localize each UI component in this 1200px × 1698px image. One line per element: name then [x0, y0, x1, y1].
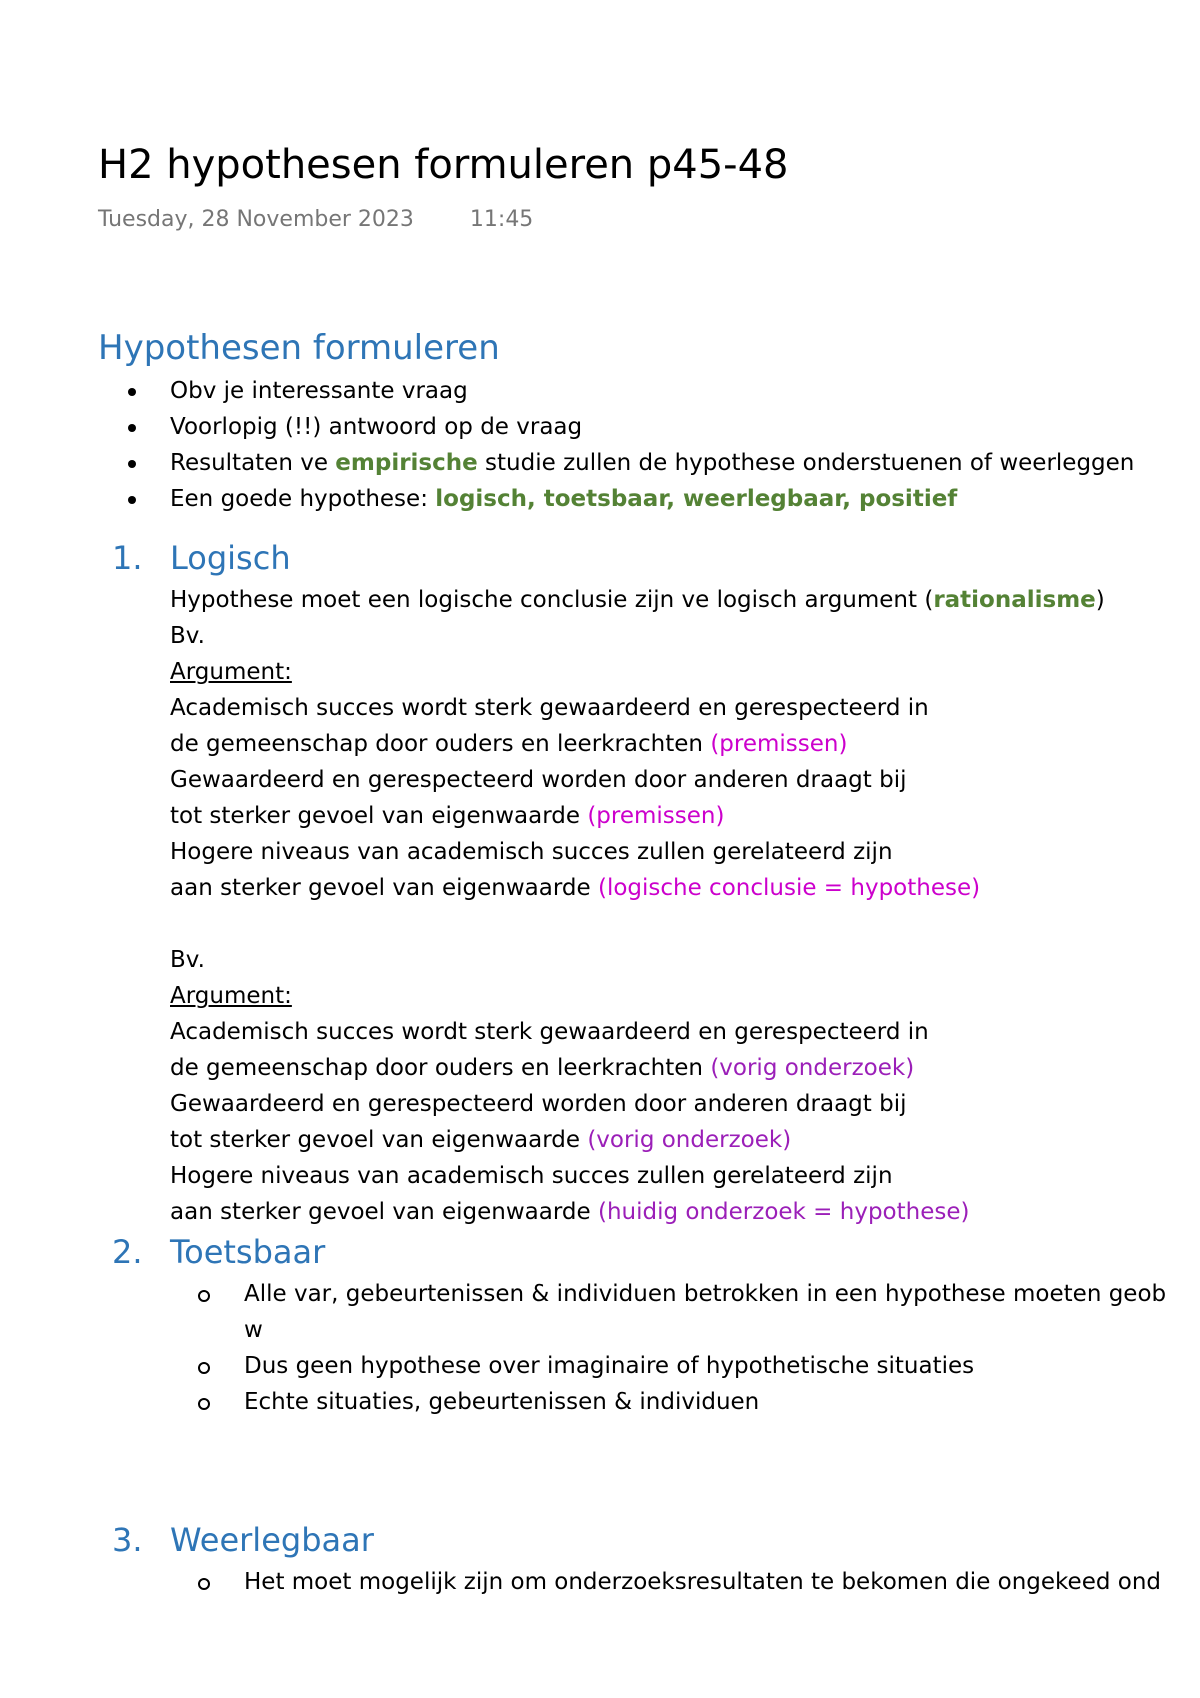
text-run: Voorlopig (!!) antwoord op de vraag [170, 414, 583, 440]
text-line [170, 1014, 1200, 1050]
section-title: Logisch [170, 539, 291, 577]
sub-list-item [0, 1276, 1200, 1312]
text-line [170, 762, 1200, 798]
bullet-icon [128, 424, 136, 432]
text-line [170, 1050, 1200, 1086]
section-title: Toetsbaar [170, 1233, 326, 1271]
section-weerlegbaar-list [0, 1564, 1200, 1600]
sub-list-item [0, 1564, 1200, 1600]
section-weerlegbaar-heading [0, 1518, 1200, 1562]
text-line [170, 906, 1200, 942]
sub-list-text: w [244, 1317, 263, 1343]
text-line [170, 870, 1200, 906]
circle-bullet-icon [198, 1362, 210, 1374]
text-line [170, 942, 1200, 978]
page-date: Tuesday, 28 November 2023 [98, 207, 414, 232]
text-run: Academisch succes wordt sterk gewaardeerd en gerespecteerd in [170, 695, 929, 721]
text-run: Bv. [170, 947, 205, 973]
text-line [170, 726, 1200, 762]
highlighted-text: (vorig onderzoek) [710, 1055, 915, 1081]
bullet-text [170, 445, 1134, 481]
bullet-icon [128, 460, 136, 468]
intro-bullet-list [0, 373, 1200, 517]
section-number: 1. [112, 539, 143, 577]
text-run: Obv je interessante vraag [170, 378, 468, 404]
sub-list-text: Het moet mogelijk zijn om onderzoeksresultaten te bekomen die ongekeed ond [244, 1569, 1162, 1595]
section-logisch-body [170, 582, 1200, 1230]
text-line [170, 1122, 1200, 1158]
text-line [170, 618, 1200, 654]
text-line [170, 1086, 1200, 1122]
section-number: 2. [112, 1233, 143, 1271]
highlighted-text: (premissen) [710, 731, 848, 757]
section-heading-hypothesen: Hypothesen formuleren [98, 328, 500, 368]
section-logisch-heading [0, 536, 1200, 580]
section-toetsbaar-heading [0, 1230, 1200, 1274]
bullet-text [170, 409, 582, 445]
text-run: Academisch succes wordt sterk gewaardeerd en gerespecteerd in [170, 1019, 929, 1045]
sub-list-item [0, 1312, 1200, 1348]
text-run: de gemeenschap door ouders en leerkrachten [170, 1055, 711, 1081]
text-run: de gemeenschap door ouders en leerkrachten [170, 731, 711, 757]
highlighted-text: (logische conclusie = hypothese) [597, 875, 981, 901]
section-title: Weerlegbaar [170, 1521, 374, 1559]
text-line [170, 1194, 1200, 1230]
bullet-item [0, 445, 1200, 481]
text-line [170, 654, 1200, 690]
page-time: 11:45 [469, 207, 534, 232]
sub-list-text: Alle var, gebeurtenissen & individuen betrokken in een hypothese moeten geob [244, 1281, 1167, 1307]
text-run: Gewaardeerd en gerespecteerd worden door anderen draagt bij [170, 767, 907, 793]
page-timestamp [98, 206, 533, 234]
text-run: tot sterker gevoel van eigenwaarde [170, 1127, 588, 1153]
circle-bullet-icon [198, 1578, 210, 1590]
bullet-item [0, 373, 1200, 409]
bullet-icon [128, 388, 136, 396]
text-line [170, 690, 1200, 726]
text-run: studie zullen de hypothese onderstuenen of weerleggen [477, 450, 1135, 476]
text-run: Een goede hypothese: [170, 486, 436, 512]
text-line [170, 582, 1200, 618]
bullet-icon [128, 496, 136, 504]
text-line [170, 834, 1200, 870]
bullet-text [170, 481, 957, 517]
page-title: H2 hypothesen formuleren p45-48 [98, 142, 789, 188]
text-line [170, 798, 1200, 834]
sub-list-text: Dus geen hypothese over imaginaire of hypothetische situaties [244, 1353, 975, 1379]
circle-bullet-icon [198, 1290, 210, 1302]
text-run: Bv. [170, 623, 205, 649]
text-run: Hogere niveaus van academisch succes zullen gerelateerd zijn [170, 839, 893, 865]
bullet-text [170, 373, 468, 409]
section-toetsbaar-list [0, 1276, 1200, 1420]
sub-list-item [0, 1348, 1200, 1384]
circle-bullet-icon [198, 1398, 210, 1410]
highlighted-text: rationalisme [933, 587, 1096, 613]
text-run: Hypothese moet een logische conclusie zijn ve logisch argument ( [170, 587, 934, 613]
highlighted-text: (premissen) [587, 803, 725, 829]
highlighted-text: logisch, toetsbaar, weerlegbaar, positief [435, 486, 958, 512]
sub-list-item [0, 1384, 1200, 1420]
text-run: Resultaten ve [170, 450, 336, 476]
text-line [170, 978, 1200, 1014]
highlighted-text: (vorig onderzoek) [587, 1127, 792, 1153]
text-run: ) [1095, 587, 1105, 613]
text-run: tot sterker gevoel van eigenwaarde [170, 803, 588, 829]
highlighted-text: empirische [335, 450, 478, 476]
text-line [170, 1158, 1200, 1194]
underlined-label: Argument: [170, 659, 292, 685]
text-run: aan sterker gevoel van eigenwaarde [170, 1199, 598, 1225]
bullet-item [0, 409, 1200, 445]
bullet-item [0, 481, 1200, 517]
underlined-label: Argument: [170, 983, 292, 1009]
highlighted-text: (huidig onderzoek = hypothese) [597, 1199, 970, 1225]
section-number: 3. [112, 1521, 143, 1559]
text-run: Gewaardeerd en gerespecteerd worden door anderen draagt bij [170, 1091, 907, 1117]
text-run: aan sterker gevoel van eigenwaarde [170, 875, 598, 901]
sub-list-text: Echte situaties, gebeurtenissen & individuen [244, 1389, 760, 1415]
text-run: Hogere niveaus van academisch succes zullen gerelateerd zijn [170, 1163, 893, 1189]
